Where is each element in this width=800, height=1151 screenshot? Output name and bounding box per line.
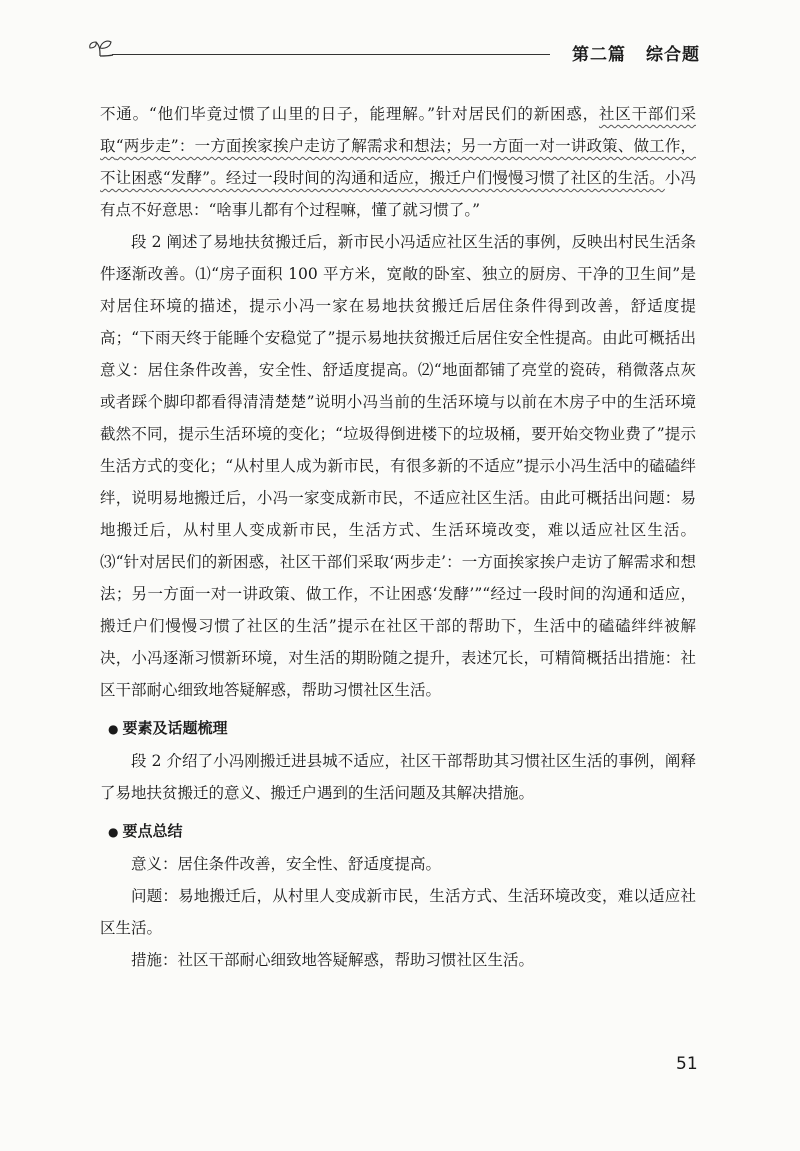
analysis-paragraph: 段 2 阐述了易地扶贫搬迁后，新市民小冯适应社区生活的事例，反映出村民生活条件逐渐改善。⑴“房子面积 100 平方米，宽敞的卧室、独立的厨房、干净的卫生间”是对居住环境的描述，提示小冯一家在易地扶贫搬迁后居住条件得到改善，舒适度提高；“下雨天终于能睡个安稳觉了”提示易地扶贫搬迁后居住安全性提高。由此可概括出意义：居住条件改善，安全性、舒适度提高。⑵“地面都铺了亮堂的瓷砖，稍微落点灰或者踩个脚印都看得清清楚楚”说明小冯当前的生活环境与以前在木房子中的生活环境截然不同，提示生活环境的变化；“垃圾得倒进楼下的垃圾桶，要开始交物业费了”提示生活方式的变化；“从村里人成为新市民，有很多新的不适应”提示小冯生活中的磕磕绊绊，说明易地搬迁后，小冯一家变成新市民，不适应社区生活。由此可概括出问题：易地搬迁后，从村里人变成新市民，生活方式、生活环境改变，难以适应社区生活。⑶“针对居民们的新困惑，社区干部们采取‘两步走’：一方面挨家挨户走访了解需求和想法；另一方面一对一讲政策、做工作，不让困惑‘发酵’”“经过一段时间的沟通和适应，搬迁户们慢慢习惯了社区的生活”提示在社区干部的帮助下，生活中的磕磕绊绊被解决，小冯逐渐习惯新环境，对生活的期盼随之提升，表述冗长，可精简概括出措施：社区干部耐心细致地答疑解惑，帮助习惯社区生活。 [100, 233, 696, 699]
opening-text-3: 小冯有点不好意思：“啥事儿都有个过程嘛，懂了就习惯了。” [100, 169, 696, 219]
summary-problem: 问题：易地搬迁后，从村里人变成新市民，生活方式、生活环境改变，难以适应社区生活。 [100, 887, 696, 937]
header-rule [112, 54, 550, 55]
summary-significance: 意义：居住条件改善，安全性、舒适度提高。 [131, 855, 442, 873]
elements-paragraph: 段 2 介绍了小冯刚搬迁进县城不适应，社区干部帮助其习惯社区生活的事例，阐释了易地扶贫搬迁的意义、搬迁户遇到的生活问题及其解决措施。 [100, 752, 696, 802]
header-title [572, 40, 700, 65]
section-title: 要素及话题梳理 [122, 719, 228, 737]
section-label: 综合题 [646, 45, 700, 65]
bullet-icon: ● [108, 722, 119, 736]
underlined-text-1: 社区干部们采取 [100, 105, 696, 155]
page-number: 51 [676, 1054, 698, 1074]
opening-text-1: 不通。“他们毕竟过惯了山里的日子，能理解。”针对居民们的新困惑， [100, 105, 599, 123]
bullet-icon: ● [108, 825, 119, 839]
running-header [88, 34, 700, 64]
chapter-label: 第二篇 [572, 45, 626, 65]
section-title: 要点总结 [122, 822, 183, 840]
underlined-text-2: “两步走”：一方面挨家挨户走访了解需求和想法；另一方面一对一讲政策、做工作，不让困惑“发酵”。经过一段时间的沟通和适应，搬迁户们慢慢习惯了社区的生活。 [100, 137, 696, 187]
summary-measure: 措施：社区干部耐心细致地答疑解惑，帮助习惯社区生活。 [131, 951, 535, 969]
opening-paragraph [100, 98, 696, 226]
page-body [100, 98, 696, 976]
sprout-leaf-icon [88, 36, 114, 58]
section-heading-summary [100, 815, 696, 848]
section-heading-elements [100, 712, 696, 745]
